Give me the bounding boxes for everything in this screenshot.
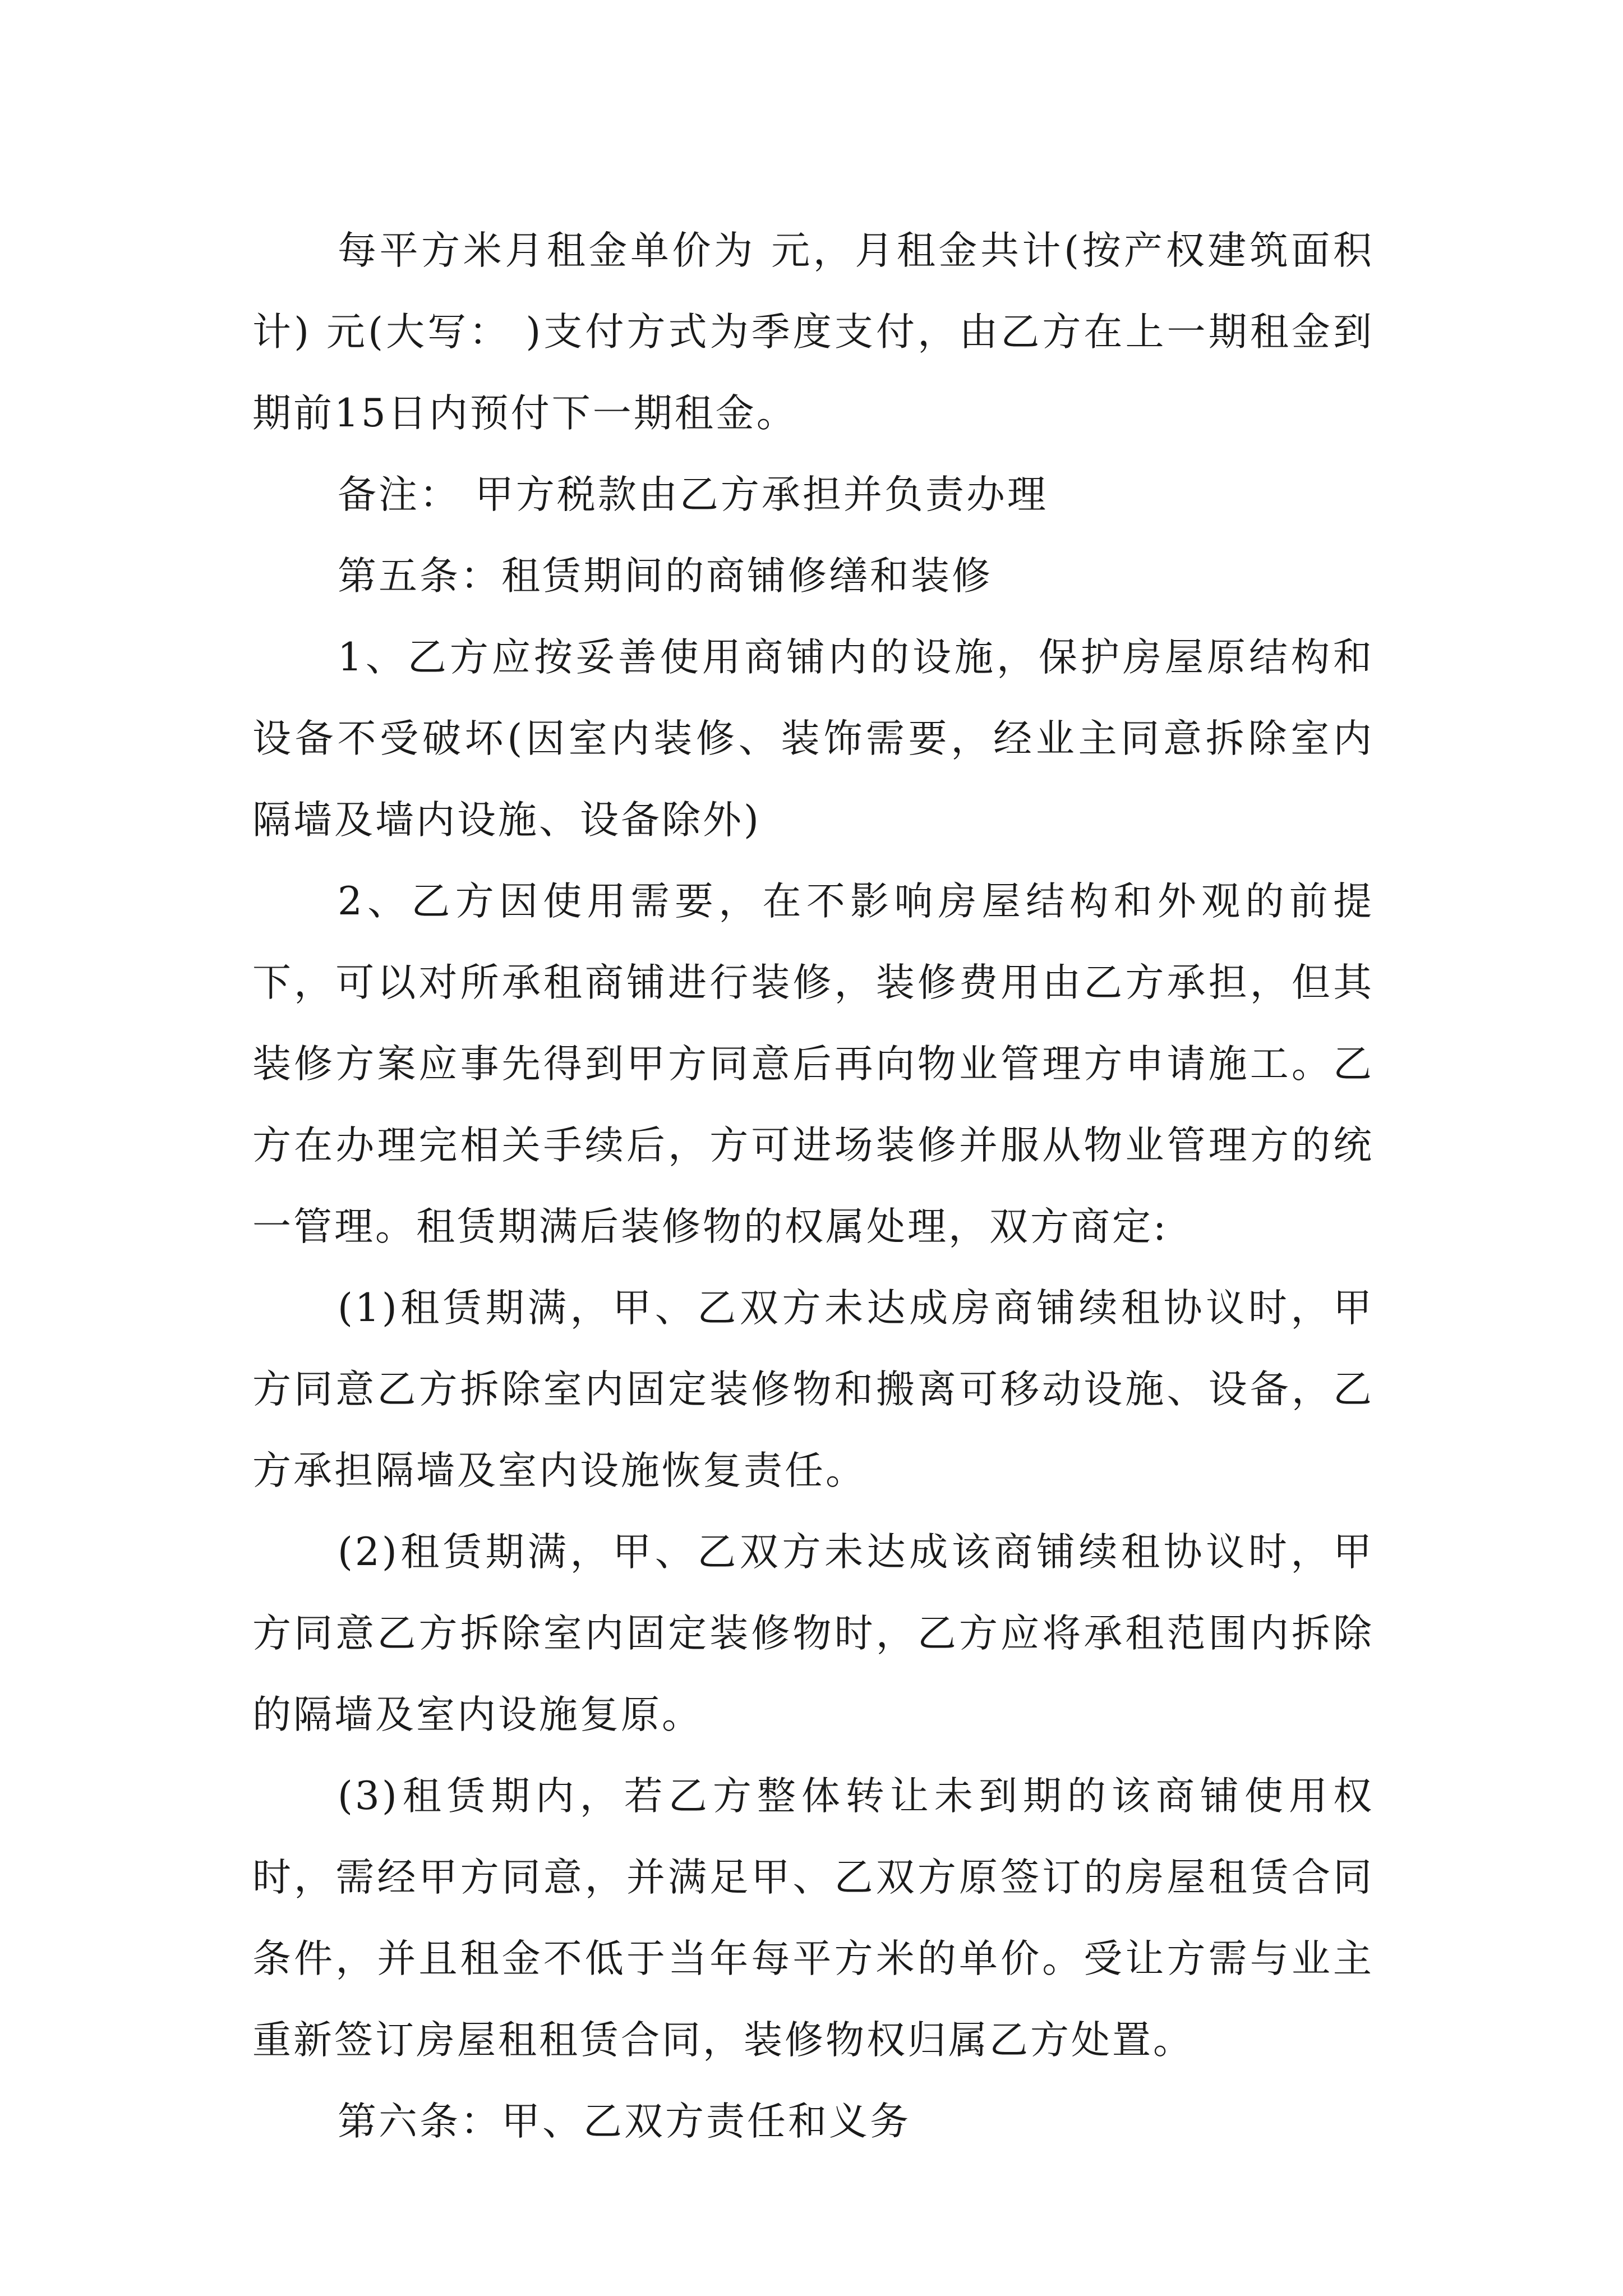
article-six-heading: 第六条：甲、乙双方责任和义务	[338, 2099, 911, 2144]
rent-payment-paragraph: 每平方米月租金单价为 元，月租金共计(按产权建筑面积计) 元(大写： )支付方式为季度支付，由乙方在上一期租金到期前15日内预付下一期租金。	[252, 228, 1374, 436]
tax-note-paragraph: 备注： 甲方税款由乙方承担并负责办理	[338, 472, 1048, 517]
sub-clause-1-paragraph: (1)租赁期满，甲、乙双方未达成房商铺续租协议时，甲方同意乙方拆除室内固定装修物和搬离可移动设施、设备，乙方承担隔墙及室内设施恢复责任。	[252, 1286, 1374, 1493]
clause-2-paragraph: 2、乙方因使用需要，在不影响房屋结构和外观的前提下，可以对所承租商铺进行装修，装修费用由乙方承担，但其装修方案应事先得到甲方同意后再向物业管理方申请施工。乙方在办理完相关手续后，方可进场装修并服从物业管理方的统一管理。租赁期满后装修物的权属处理，双方商定:	[252, 879, 1374, 1249]
article-five-heading: 第五条：租赁期间的商铺修缮和装修	[338, 554, 993, 599]
sub-clause-3-paragraph: (3)租赁期内，若乙方整体转让未到期的该商铺使用权时，需经甲方同意，并满足甲、乙双方原签订的房屋租赁合同条件，并且租金不低于当年每平方米的单价。受让方需与业主重新签订房屋租租赁合同，装修物权归属乙方处置。	[252, 1774, 1374, 2063]
document-body	[252, 210, 1374, 2162]
clause-1-paragraph: 1、乙方应按妥善使用商铺内的设施，保护房屋原结构和设备不受破坏(因室内装修、装饰需要，经业主同意拆除室内隔墙及墙内设施、设备除外)	[252, 635, 1374, 843]
sub-clause-2-paragraph: (2)租赁期满，甲、乙双方未达成该商铺续租协议时，甲方同意乙方拆除室内固定装修物时，乙方应将承租范围内拆除的隔墙及室内设施复原。	[252, 1530, 1374, 1737]
